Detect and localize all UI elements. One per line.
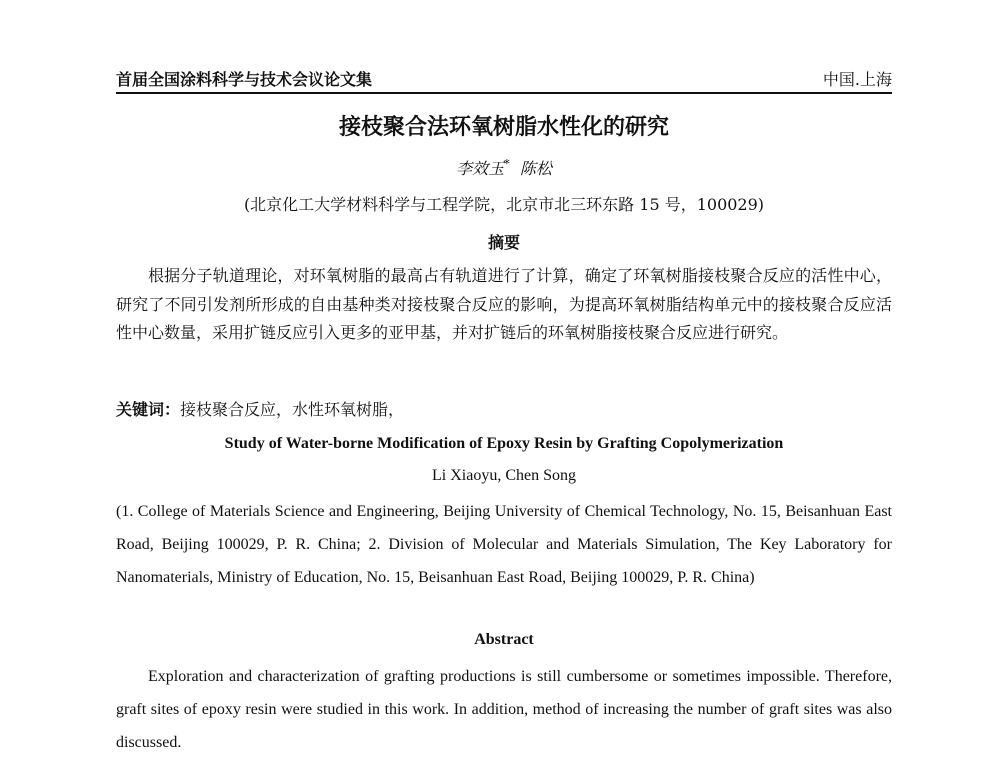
paper-title-cn: 接枝聚合法环氧树脂水性化的研究	[338, 114, 669, 140]
keywords-label-cn: 关键词：	[116, 400, 181, 419]
affiliation-en: (1. College of Materials Science and Engineering, Beijing University of Chemical Technology, No. 15, Beisanhuan East Road, Beijing 100029, P. R. China; 2. Division of Molecular and Materials Simulation, The Key Laboratory for Nanomaterials, Ministry of Education, No. 15, Beisanhuan East Road, Beijing 100029, P. R. China)	[116, 503, 892, 586]
corresponding-author-mark: *	[504, 157, 510, 171]
keywords-value-cn: 接枝聚合反应，水性环氧树脂，	[180, 400, 405, 419]
author-1-cn: 李效玉	[456, 159, 505, 178]
proceedings-title: 首届全国涂料科学与技术会议论文集	[116, 70, 373, 89]
abstract-body-en: Exploration and characterization of grafting productions is still cumbersome or sometimes impossible. Therefore, graft sites of epoxy resin were studied in this work. In addition, method of increasing the number of graft sites was also discussed.	[116, 668, 892, 751]
abstract-heading-en: Abstract	[474, 631, 534, 648]
abstract-body-cn: 根据分子轨道理论，对环氧树脂的最高占有轨道进行了计算，确定了环氧树脂接枝聚合反应的活性中心，研究了不同引发剂所形成的自由基种类对接枝聚合反应的影响，为提高环氧树脂结构单元中的接枝聚合反应活性中心数量，采用扩链反应引入更多的亚甲基，并对扩链后的环氧树脂接枝聚合反应进行研究。	[116, 266, 892, 342]
paper-title-en: Study of Water-borne Modification of Epoxy Resin by Grafting Copolymerization	[224, 435, 784, 452]
authors-cn	[116, 158, 892, 180]
conference-location: 中国.上海	[822, 70, 892, 89]
running-header	[116, 68, 892, 94]
affiliation-cn: (北京化工大学材料科学与工程学院，北京市北三环东路 15 号，100029)	[243, 195, 765, 214]
author-2-cn: 陈松	[519, 159, 552, 178]
authors-en: Li Xiaoyu, Chen Song	[432, 467, 576, 484]
abstract-heading-cn: 摘要	[487, 233, 520, 252]
keywords-cn	[116, 398, 892, 422]
